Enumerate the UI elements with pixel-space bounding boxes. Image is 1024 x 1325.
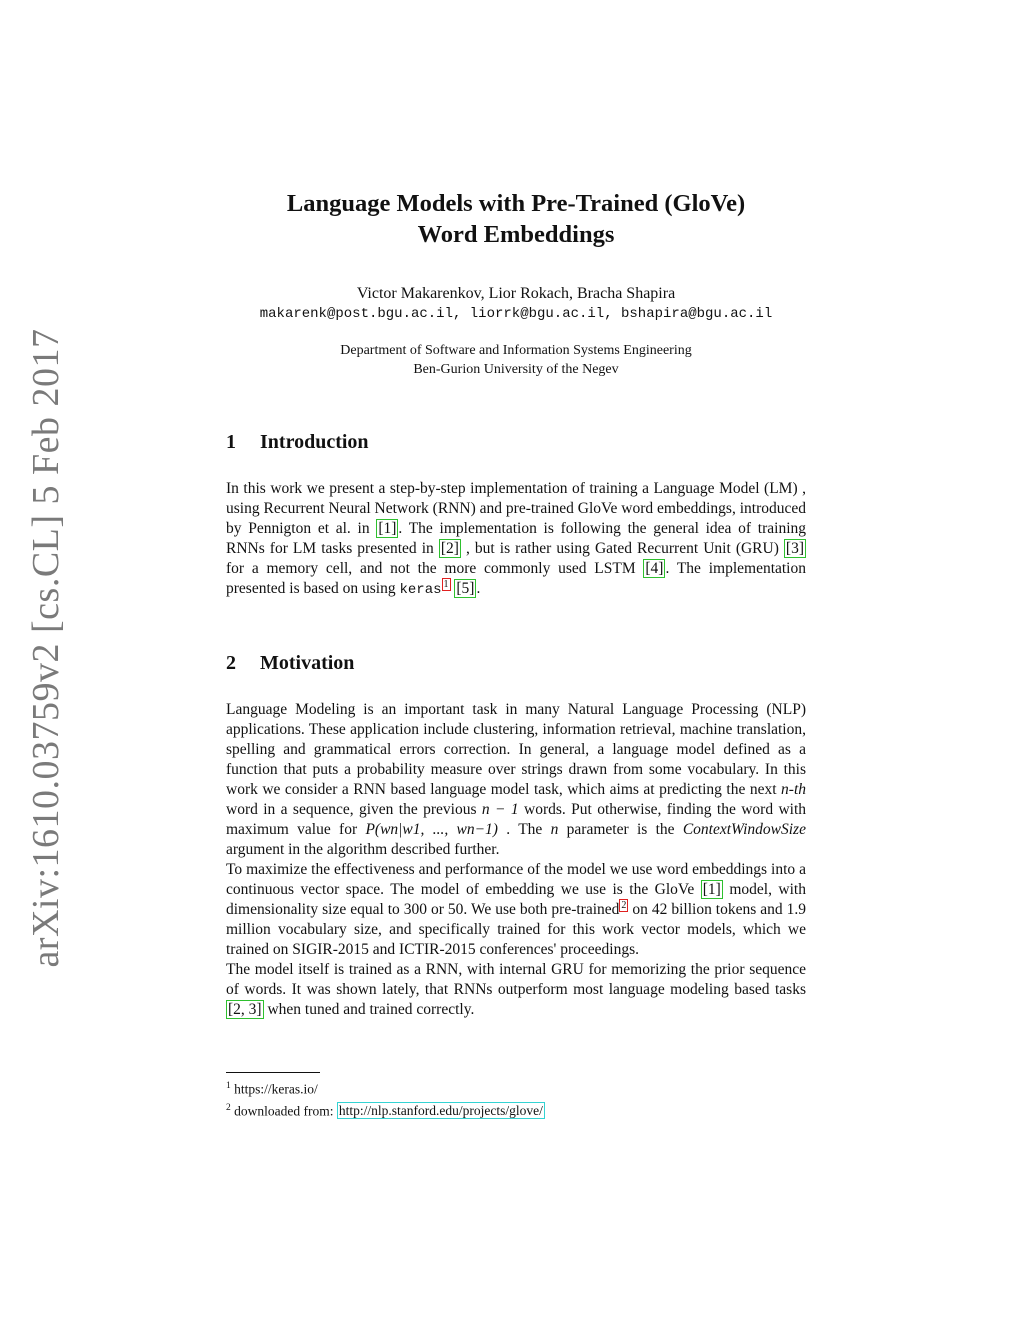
citation-link[interactable]: [1] bbox=[378, 520, 397, 537]
text-run: words. Put otherwise, finding the word with maximum value for bbox=[226, 801, 807, 838]
text-run: , but is rather using Gated Recurrent Unit (GRU) bbox=[460, 540, 784, 557]
motivation-paragraph-1 bbox=[226, 700, 806, 860]
text-run: . The bbox=[497, 821, 551, 838]
footnote-2 bbox=[226, 1099, 806, 1121]
section-title: Introduction bbox=[260, 431, 369, 453]
text-run: To maximize the effectiveness and performance of the model we use word embeddings into a continuous vector space. The model of embedding we use is the GloVe bbox=[226, 861, 806, 898]
footnotes bbox=[226, 1077, 806, 1120]
motivation-paragraph-2 bbox=[226, 860, 806, 960]
citation-link[interactable]: [2] bbox=[440, 540, 459, 557]
math-text: n-th bbox=[781, 781, 806, 798]
footnote-divider bbox=[226, 1072, 320, 1073]
introduction-paragraph bbox=[226, 479, 806, 600]
citation-link[interactable]: [1] bbox=[702, 881, 721, 898]
text-run: In this work we present a step-by-step implementation of training a Language Model (LM) , using Recurrent Neural Network (RNN) and pre-trained GloVe word embeddings, introduced by Pennigton et al. in bbox=[226, 480, 806, 537]
footnote-text: https://keras.io/ bbox=[234, 1081, 318, 1097]
text-run: The model itself is trained as a RNN, with internal GRU for memorizing the prior sequence of words. It was shown lately, that RNNs outperform most language modeling based tasks bbox=[226, 961, 806, 998]
affiliation-line-2: Ben-Gurion University of the Negev bbox=[413, 362, 619, 377]
section-title: Motivation bbox=[260, 652, 355, 674]
text-run: for a memory cell, and not the more commonly used LSTM bbox=[226, 560, 644, 577]
footnote-text: downloaded from: bbox=[234, 1103, 337, 1118]
affiliation bbox=[226, 341, 806, 379]
section-heading-motivation bbox=[226, 652, 354, 675]
math-text: n bbox=[550, 821, 559, 838]
footnote-link[interactable]: 1 bbox=[443, 578, 449, 590]
citation-link[interactable]: [2, 3] bbox=[228, 1001, 262, 1018]
text-run: on 42 billion tokens and 1.9 million vocabulary size, and specifically trained for this work vector models, which we trained on SIGIR-2015 and ICTIR-2015 conferences' proceedings. bbox=[226, 901, 806, 958]
text-run: . bbox=[476, 580, 481, 597]
arxiv-stamp: arXiv:1610.03759v2 [cs.CL] 5 Feb 2017 bbox=[25, 328, 67, 968]
motivation-body bbox=[226, 700, 806, 1020]
footnote-mark: 2 bbox=[226, 1102, 231, 1113]
text-run: parameter is the bbox=[558, 821, 683, 838]
section-heading-introduction bbox=[226, 431, 369, 454]
text-run: word in a sequence, given the previous bbox=[226, 801, 482, 818]
affiliation-line-1: Department of Software and Information Systems Engineering bbox=[340, 343, 692, 358]
arxiv-sidebar bbox=[20, 328, 72, 968]
keras-code: keras bbox=[399, 582, 442, 598]
title-line-1: Language Models with Pre-Trained (GloVe) bbox=[286, 190, 746, 217]
author-emails: makarenk@post.bgu.ac.il, liorrk@bgu.ac.il, bshapira@bgu.ac.il bbox=[259, 306, 773, 322]
glove-url-link[interactable]: http://nlp.stanford.edu/projects/glove/ bbox=[338, 1103, 543, 1118]
text-run: when tuned and trained correctly. bbox=[263, 1001, 475, 1018]
text-run: . The implementation is following the general idea of training RNNs for LM tasks presented in bbox=[226, 520, 806, 557]
title-line-2: Word Embeddings bbox=[417, 221, 615, 248]
footnote-1 bbox=[226, 1077, 806, 1099]
motivation-paragraph-3 bbox=[226, 960, 806, 1020]
section-number: 2 bbox=[226, 652, 236, 674]
text-run: . The implementation presented is based on using bbox=[226, 560, 806, 597]
citation-link[interactable]: [5] bbox=[456, 580, 475, 597]
paper-title bbox=[226, 188, 806, 250]
citation-link[interactable]: [3] bbox=[785, 540, 804, 557]
math-formula: P(wn|w1, ..., wn−1) bbox=[365, 821, 498, 838]
text-run: Language Modeling is an important task in many Natural Language Processing (NLP) applications. These application include clustering, information retrieval, machine translation, spelling and grammatical errors correction. In general, a language model defined as a function that puts a probability measure over strings drawn from some vocabulary. In this work we consider a RNN based language model task, which aims at predicting the next bbox=[226, 701, 806, 798]
footnote-mark: 1 bbox=[226, 1081, 231, 1091]
citation-link[interactable]: [4] bbox=[645, 560, 664, 577]
section-number: 1 bbox=[226, 431, 236, 453]
text-run: argument in the algorithm described further. bbox=[226, 841, 500, 858]
text-run: model, with dimensionality size equal to 300 or 50. We use both pre-trained bbox=[226, 881, 806, 918]
authors: Victor Makarenkov, Lior Rokach, Bracha Shapira bbox=[356, 285, 676, 302]
math-text: n − 1 bbox=[481, 801, 519, 818]
math-text: ContextWindowSize bbox=[682, 821, 806, 838]
footnote-link[interactable]: 2 bbox=[621, 899, 627, 911]
